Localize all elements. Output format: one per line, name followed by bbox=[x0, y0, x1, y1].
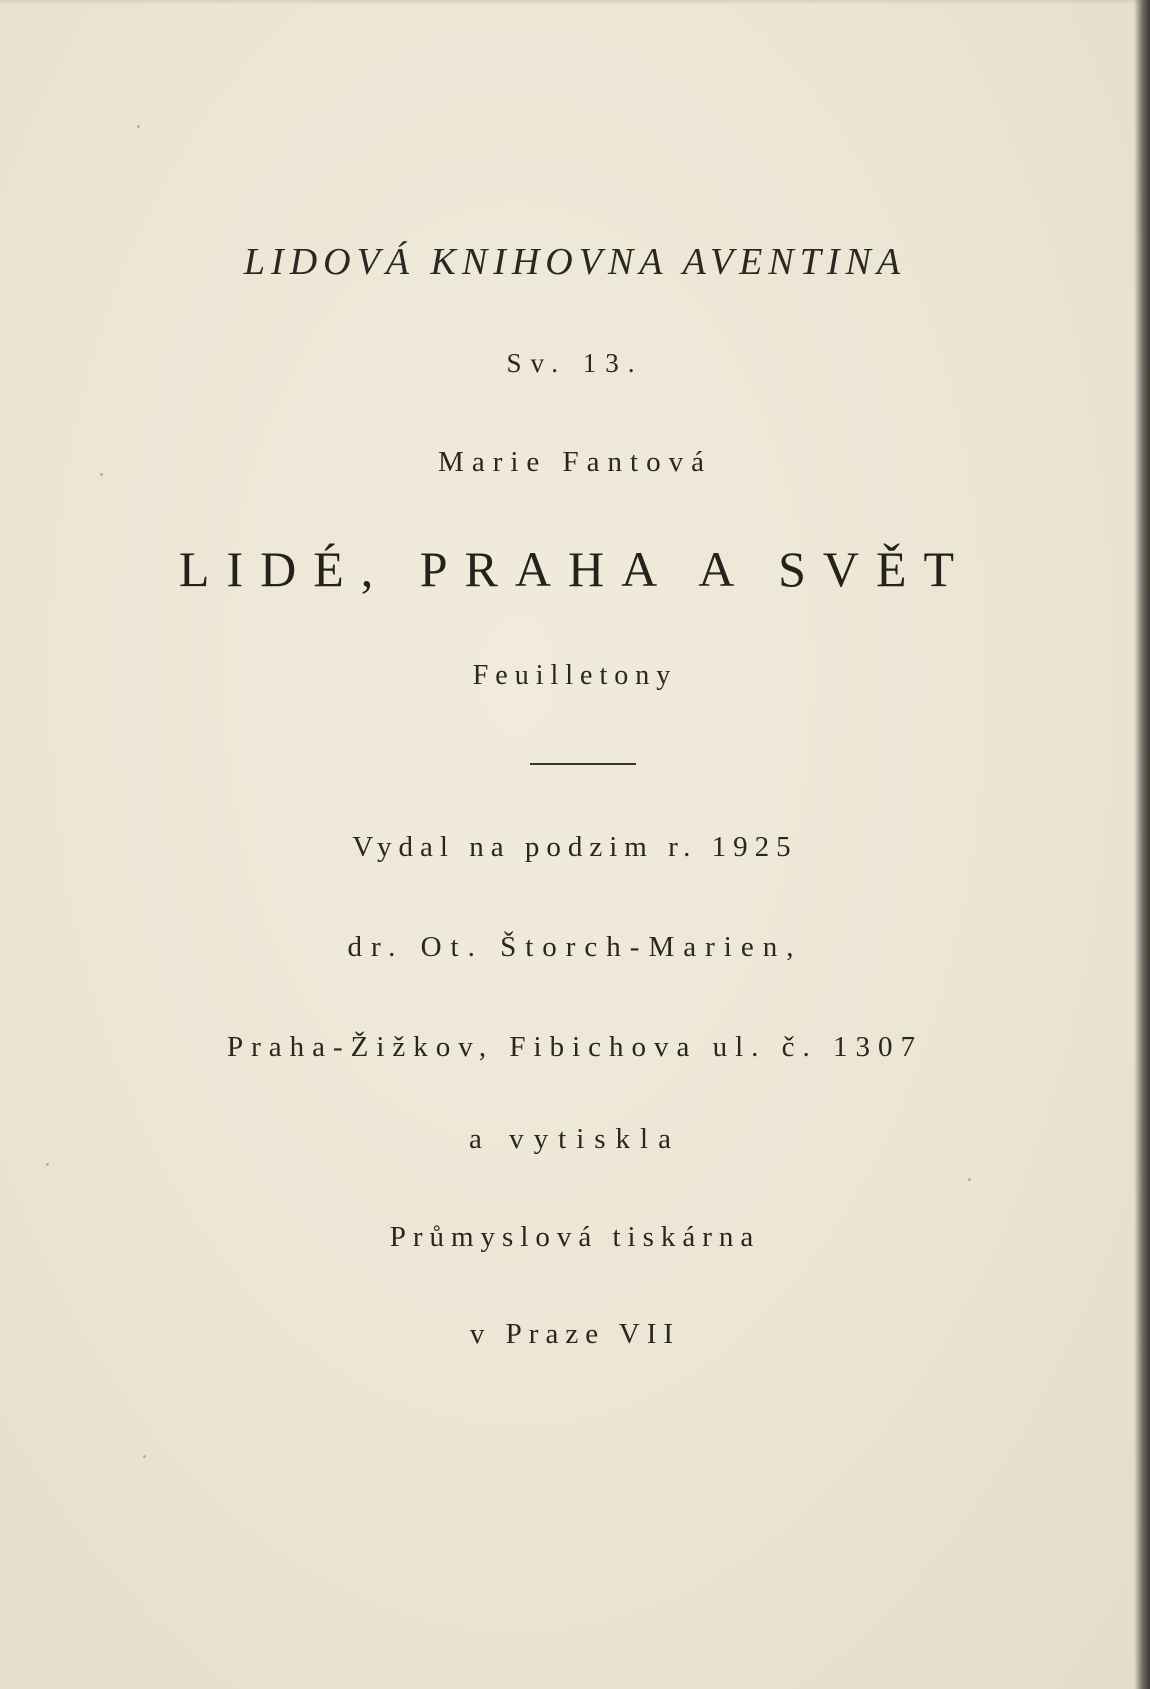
page-top-edge bbox=[0, 0, 1150, 5]
imprint-line: Vydal na podzim r. 1925 bbox=[352, 831, 798, 863]
imprint-line: dr. Ot. Štorch-Marien, bbox=[347, 931, 803, 963]
book-title: LIDÉ, PRAHA A SVĚT bbox=[178, 541, 972, 597]
book-subtitle: Feuilletony bbox=[472, 660, 678, 691]
paper-speck bbox=[46, 1163, 49, 1166]
imprint-line: Průmyslová tiskárna bbox=[389, 1221, 761, 1253]
paper-speck bbox=[143, 1455, 146, 1458]
imprint-line: Praha-Žižkov, Fibichova ul. č. 1307 bbox=[226, 1031, 924, 1063]
imprint-line: v Praze VII bbox=[469, 1318, 681, 1350]
paper-speck bbox=[968, 1178, 971, 1181]
volume-number: Sv. 13. bbox=[506, 348, 644, 378]
author-name: Marie Fantová bbox=[438, 446, 712, 478]
series-name: LIDOVÁ KNIHOVNA AVENTINA bbox=[243, 241, 907, 283]
divider-rule bbox=[530, 763, 636, 765]
imprint-line: a vytiskla bbox=[469, 1123, 681, 1155]
paper-speck bbox=[137, 125, 140, 128]
